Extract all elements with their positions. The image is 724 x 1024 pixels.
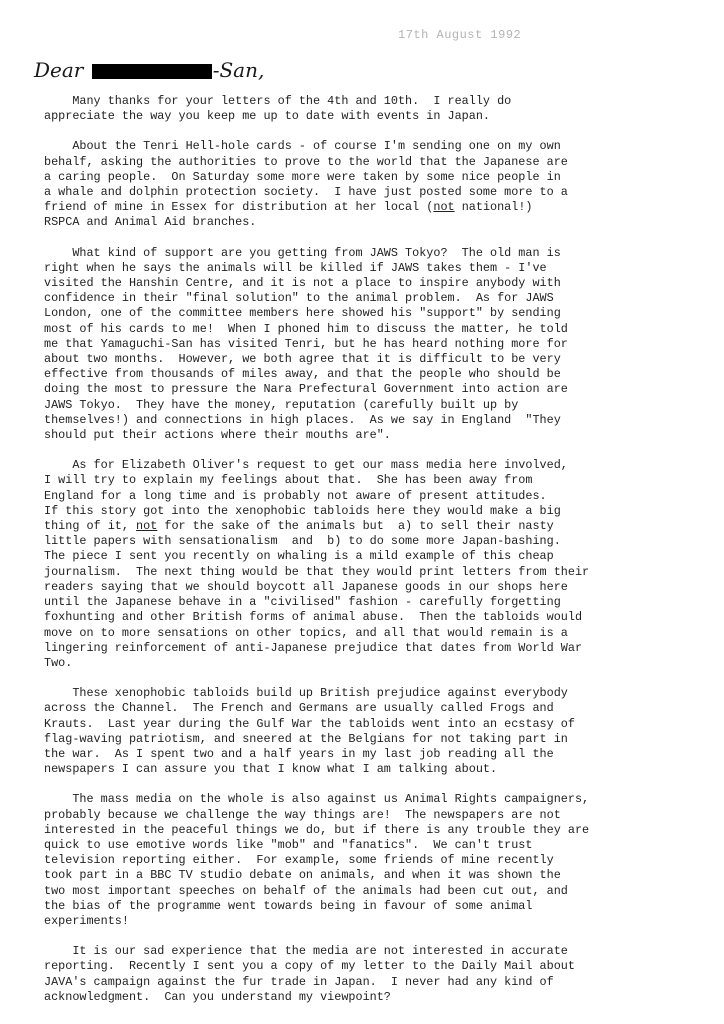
text-line: Two. (44, 655, 73, 670)
text-line: interested in the peaceful things we do, but if there is any trouble they are (44, 822, 590, 837)
text-line: confidence in their "final solution" to the animal problem. As for JAWS (44, 291, 554, 306)
text-line: doing the most to pressure the Nara Prefectural Government into action are (44, 382, 568, 397)
text-line: foxhunting and other British forms of animal abuse. Then the tabloids would (44, 610, 583, 625)
underlined-word: not (433, 200, 455, 215)
text-line: I will try to explain my feelings about that. She has been away from (44, 473, 533, 488)
paragraph (44, 792, 708, 929)
text-line: readers saying that we should boycott all Japanese goods in our shops here (44, 579, 568, 594)
paragraph (44, 139, 708, 230)
text-line: What kind of support are you getting from JAWS Tokyo? The old man is (44, 245, 561, 260)
text-line: visited the Hanshin Centre, and it is not a place to inspire anybody with (44, 276, 561, 291)
text-line: about two months. However, we both agree that it is difficult to be very (44, 352, 561, 367)
text-line: reporting. Recently I sent you a copy of my letter to the Daily Mail about (44, 959, 575, 974)
text-line: England for a long time and is probably not aware of present attitudes. (44, 488, 547, 503)
salutation-start: Dear (34, 58, 90, 82)
text-line: move on to more sensations on other topics, and all that would remain is a (44, 625, 568, 640)
paragraph (44, 246, 708, 444)
text-line: took part in a BBC TV studio debate on animals, and when it was shown the (44, 868, 561, 883)
text-line: experiments! (44, 913, 129, 928)
text-line: RSPCA and Animal Aid branches. (44, 215, 257, 230)
text-line: me that Yamaguchi-San has visited Tenri, but he has heard nothing more for (44, 336, 568, 351)
text-line: a caring people. On Saturday some more were taken by some nice people in (44, 169, 561, 184)
text-line: Many thanks for your letters of the 4th and 10th. I really do (44, 94, 512, 108)
text-line: behalf, asking the authorities to prove to the world that the Japanese are (44, 154, 568, 169)
text-line: lingering reinforcement of anti-Japanese prejudice that dates from World War (44, 640, 583, 655)
paragraph (44, 944, 708, 1005)
text-line: If this story got into the xenophobic tabloids here they would make a big (44, 503, 561, 518)
text-line: acknowledgment. Can you understand my viewpoint? (44, 989, 391, 1004)
text-line: the war. As I spent two and a half years in my last job reading all the (44, 746, 554, 761)
text-line: most of his cards to me! When I phoned him to discuss the matter, he told (44, 321, 568, 336)
text-line: The mass media on the whole is also against us Animal Rights campaigners, (44, 792, 590, 807)
text-line: two most important speeches on behalf of the animals had been cut out, and (44, 883, 568, 898)
text-line: JAVA's campaign against the fur trade in Japan. I never had any kind of (44, 974, 554, 989)
salutation-end: -San, (212, 58, 265, 82)
text-line: As for Elizabeth Oliver's request to get our mass media here involved, (44, 458, 568, 473)
text-line: television reporting either. For example, some friends of mine recently (44, 853, 554, 868)
text-line: probably because we challenge the way things are! The newspapers are not (44, 807, 561, 822)
text-line: flag-waving patriotism, and sneered at the Belgians for not taking part in (44, 731, 568, 746)
text-line: appreciate the way you keep me up to date with events in Japan. (44, 109, 490, 124)
paragraph (44, 94, 708, 124)
text-line: until the Japanese behave in a "civilised" fashion - carefully forgetting (44, 595, 561, 610)
text-line: London, one of the committee members here showed his "support" by sending (44, 306, 561, 321)
text-line: It is our sad experience that the media are not interested in accurate (44, 944, 568, 959)
text-line: themselves!) and connections in high places. As we say in England "They (44, 412, 561, 427)
text-line: newspapers I can assure you that I know what I am talking about. (44, 762, 498, 777)
text-line: thing of it, not for the sake of the animals but a) to sell their nasty (44, 519, 554, 534)
text-line: effective from thousands of miles away, and that the people who should be (44, 367, 561, 382)
text-line: quick to use emotive words like "mob" and "fanatics". We can't trust (44, 837, 533, 852)
text-line: Krauts. Last year during the Gulf War the tabloids went into an ecstasy of (44, 716, 575, 731)
text-line: JAWS Tokyo. They have the money, reputation (carefully built up by (44, 397, 519, 412)
text-line: These xenophobic tabloids build up British prejudice against everybody (44, 686, 568, 701)
paragraph (44, 686, 708, 777)
text-line: right when he says the animals will be killed if JAWS takes them - I've (44, 260, 547, 275)
text-line: little papers with sensationalism and b) to do some more Japan-bashing. (44, 534, 561, 549)
text-line: About the Tenri Hell-hole cards - of course I'm sending one on my own (44, 139, 561, 154)
salutation (34, 58, 264, 82)
letter-body (44, 94, 708, 1020)
paragraph (44, 458, 708, 671)
redaction-bar (92, 64, 212, 79)
underlined-word: not (136, 519, 158, 534)
text-line: across the Channel. The French and Germans are usually called Frogs and (44, 701, 554, 716)
text-line: journalism. The next thing would be that they would print letters from their (44, 564, 590, 579)
letter-date: 17th August 1992 (398, 28, 522, 42)
text-line: should put their actions where their mouths are". (44, 428, 391, 443)
text-line: a whale and dolphin protection society. I have just posted some more to a (44, 185, 568, 200)
text-line: The piece I sent you recently on whaling is a mild example of this cheap (44, 549, 554, 564)
text-line: friend of mine in Essex for distribution at her local (not national!) (44, 200, 533, 215)
text-line: the bias of the programme went towards being in favour of some animal (44, 898, 533, 913)
